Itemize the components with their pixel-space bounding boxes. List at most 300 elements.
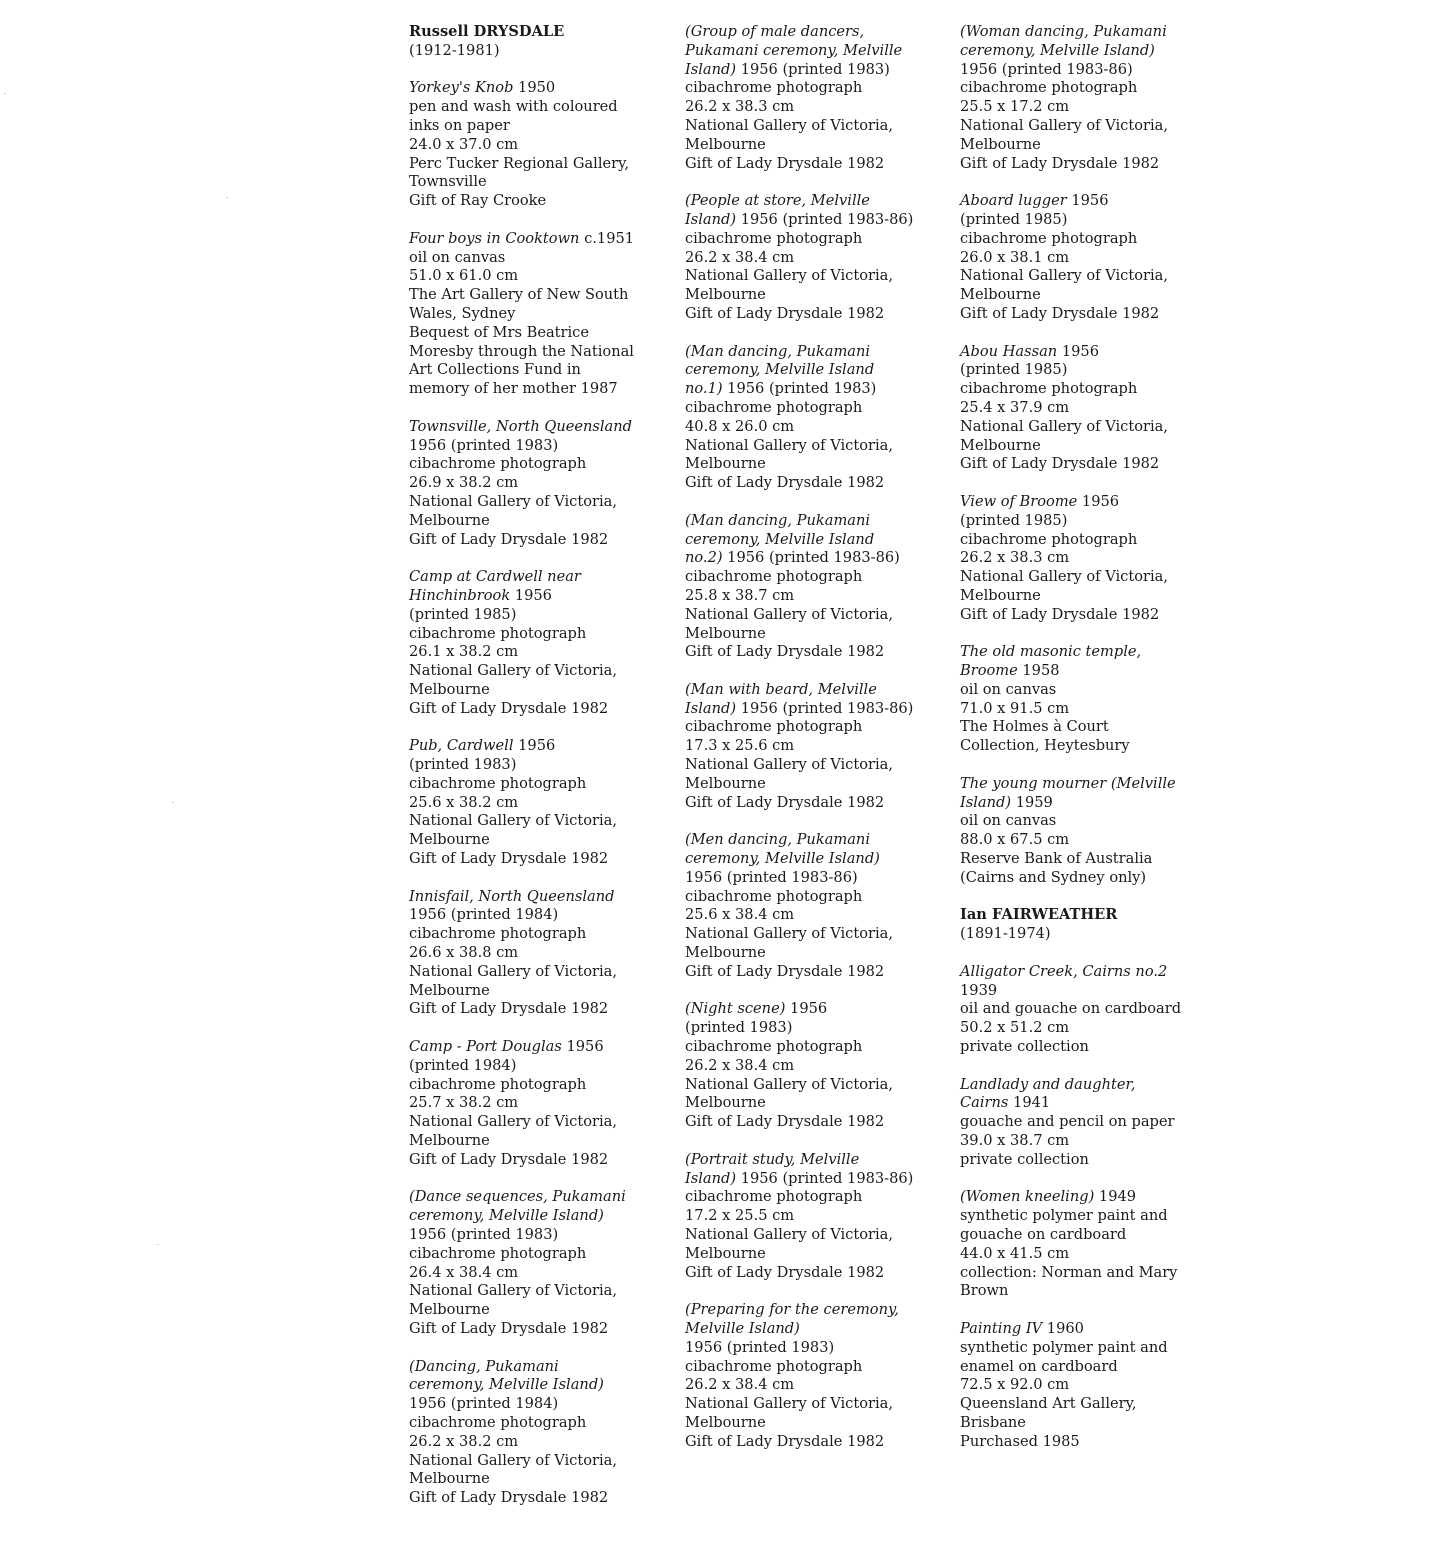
artwork-detail: cibachrome photograph (409, 1413, 587, 1431)
artwork-detail: Melbourne (685, 1413, 766, 1431)
artwork-detail: 40.8 x 26.0 cm (685, 417, 795, 435)
artwork-date: 1956 (1066, 192, 1109, 210)
catalogue-column-3 (960, 23, 1220, 1470)
artwork-entry (685, 23, 945, 173)
artwork-detail: Melbourne (685, 944, 766, 962)
scan-speck (4, 93, 6, 94)
artwork-title: ceremony, Melville Island (685, 530, 875, 548)
artwork-detail: cibachrome photograph (409, 624, 587, 642)
artwork-detail: 17.3 x 25.6 cm (685, 737, 795, 755)
artwork-title-line (409, 79, 669, 98)
artwork-title-line (960, 775, 1220, 794)
artwork-detail: Melbourne (960, 436, 1041, 454)
artwork-detail: 72.5 x 92.0 cm (960, 1376, 1070, 1394)
scan-speck (172, 802, 174, 803)
artwork-detail: Gift of Lady Drysdale 1982 (409, 1319, 609, 1337)
artwork-date: 1949 (1094, 1188, 1137, 1206)
artwork-detail: Reserve Bank of Australia (960, 850, 1153, 868)
artwork-title: (Group of male dancers, (685, 23, 865, 40)
artwork-detail: Melbourne (409, 981, 490, 999)
artwork-title-line (685, 549, 945, 568)
artwork-detail: National Gallery of Victoria, (960, 568, 1168, 586)
artwork-title: Hinchinbrook (409, 586, 511, 604)
artwork-detail: Gift of Lady Drysdale 1982 (960, 304, 1160, 322)
artwork-detail: Melbourne (409, 1470, 490, 1488)
artwork-title-line (685, 192, 945, 211)
artwork-title-line (409, 1188, 669, 1207)
artwork-detail: The Holmes à Court (960, 718, 1109, 736)
artwork-detail: Gift of Lady Drysdale 1982 (960, 605, 1160, 623)
artwork-detail: Perc Tucker Regional Gallery, (409, 154, 630, 172)
artwork-title: Camp at Cardwell near (409, 568, 581, 586)
artwork-title: ceremony, Melville Island) (685, 850, 880, 868)
artwork-date: 1956 (printed 1983) (736, 60, 890, 78)
artwork-title-line (409, 418, 669, 437)
artwork-detail: 1956 (printed 1984) (409, 906, 559, 924)
artwork-detail: Brisbane (960, 1413, 1026, 1431)
artwork-title-line (685, 1000, 945, 1019)
artwork-detail: 1939 (960, 981, 998, 999)
artwork-detail: (printed 1983) (409, 756, 517, 774)
artwork-detail: cibachrome photograph (685, 398, 863, 416)
artwork-title: Innisfail, North Queensland (409, 887, 615, 905)
artwork-detail: National Gallery of Victoria, (685, 925, 893, 943)
artwork-entry (685, 192, 945, 324)
artwork-detail: 50.2 x 51.2 cm (960, 1019, 1070, 1037)
artwork-detail: 24.0 x 37.0 cm (409, 135, 519, 153)
artwork-detail: gouache on cardboard (960, 1226, 1127, 1243)
artwork-title-line (960, 1188, 1220, 1207)
artwork-title-line (685, 831, 945, 850)
artwork-entry (409, 1188, 669, 1338)
artist-dates: (1912-1981) (409, 41, 500, 59)
artwork-title: Island) (685, 210, 737, 228)
artwork-detail: 26.2 x 38.4 cm (685, 248, 795, 266)
artwork-detail: 26.0 x 38.1 cm (960, 248, 1070, 266)
artwork-detail: National Gallery of Victoria, (960, 267, 1168, 285)
artwork-detail: private collection (960, 1150, 1089, 1168)
artist-surname: DRYSDALE (473, 23, 565, 40)
artwork-detail: 25.8 x 38.7 cm (685, 586, 795, 604)
artwork-detail: 26.2 x 38.3 cm (685, 98, 795, 116)
artwork-title-line (960, 794, 1220, 813)
artwork-detail: National Gallery of Victoria, (409, 662, 617, 680)
artwork-detail: collection: Norman and Mary (960, 1263, 1178, 1281)
artwork-detail: cibachrome photograph (685, 79, 863, 97)
artwork-detail: cibachrome photograph (960, 229, 1138, 247)
artwork-detail: cibachrome photograph (409, 1075, 587, 1093)
artwork-entry (685, 1000, 945, 1132)
artwork-detail: National Gallery of Victoria, (409, 812, 617, 830)
artwork-detail: Melbourne (409, 1132, 490, 1150)
artist-heading (409, 23, 669, 61)
artwork-detail: cibachrome photograph (685, 568, 863, 586)
artwork-detail: Gift of Lady Drysdale 1982 (685, 154, 885, 172)
artwork-detail: Moresby through the National (409, 342, 634, 360)
artwork-detail: Gift of Lady Drysdale 1982 (409, 530, 609, 548)
artwork-detail: cibachrome photograph (685, 1038, 863, 1056)
artwork-detail: Gift of Lady Drysdale 1982 (685, 643, 885, 661)
artwork-title-line (960, 643, 1220, 662)
artwork-title: Cairns (960, 1094, 1009, 1112)
artwork-title: Townsville, North Queensland (409, 417, 632, 435)
artwork-title: Island) (685, 699, 737, 717)
artwork-title: Aboard lugger (960, 192, 1067, 210)
artwork-title: (Men dancing, Pukamani (685, 831, 870, 849)
artwork-detail: Melbourne (685, 135, 766, 153)
artwork-detail: 26.4 x 38.4 cm (409, 1263, 519, 1281)
artwork-detail: oil on canvas (409, 248, 506, 266)
artwork-detail: cibachrome photograph (409, 455, 587, 473)
artwork-entry (960, 1076, 1220, 1170)
artwork-title: Broome (960, 662, 1018, 680)
artwork-title: Alligator Creek, Cairns no.2 (960, 962, 1168, 980)
artwork-detail: cibachrome photograph (685, 229, 863, 247)
artwork-detail: 88.0 x 67.5 cm (960, 831, 1070, 849)
artwork-detail: National Gallery of Victoria, (685, 1075, 893, 1093)
artist-first-name: Ian (960, 906, 987, 924)
artwork-detail: (printed 1985) (409, 605, 517, 623)
artwork-detail: Gift of Ray Crooke (409, 192, 547, 210)
artwork-detail: The Art Gallery of New South (409, 286, 629, 304)
artwork-detail: pen and wash with coloured (409, 98, 618, 116)
artwork-detail: Gift of Lady Drysdale 1982 (409, 1489, 609, 1507)
artwork-detail: National Gallery of Victoria, (409, 492, 617, 510)
artwork-detail: Melbourne (685, 624, 766, 642)
artwork-title-line (409, 1358, 669, 1377)
artwork-detail: 26.2 x 38.4 cm (685, 1376, 795, 1394)
artwork-title: no.2) (685, 549, 723, 567)
artist-surname: FAIRWEATHER (992, 906, 1118, 924)
artwork-title-line (960, 23, 1220, 42)
artwork-detail: Art Collections Fund in (409, 361, 581, 379)
artwork-detail: cibachrome photograph (960, 530, 1138, 548)
artwork-date: 1960 (1042, 1319, 1084, 1337)
artwork-date: c.1951 (579, 229, 635, 247)
artwork-title-line (685, 23, 945, 42)
artwork-title: The young mourner (Melville (960, 774, 1176, 792)
artwork-title-line (685, 531, 945, 550)
artwork-entry (685, 1301, 945, 1451)
artwork-detail: Melbourne (960, 135, 1041, 153)
artwork-detail: Gift of Lady Drysdale 1982 (685, 1263, 885, 1281)
artwork-title: (Man with beard, Melville (685, 680, 877, 698)
artwork-title-line (685, 211, 945, 230)
artwork-detail: National Gallery of Victoria, (685, 1395, 893, 1413)
artwork-title: Island) (960, 793, 1012, 811)
artwork-detail: Gift of Lady Drysdale 1982 (960, 455, 1160, 473)
artwork-title-line (409, 568, 669, 587)
artwork-detail: Gift of Lady Drysdale 1982 (409, 699, 609, 717)
artwork-entry (685, 512, 945, 662)
artwork-detail: National Gallery of Victoria, (409, 1451, 617, 1469)
artwork-title: Four boys in Cooktown (409, 229, 580, 247)
artwork-date: 1956 (printed 1983-86) (722, 549, 900, 567)
artwork-entry (409, 230, 669, 399)
artwork-title: Landlady and daughter, (960, 1075, 1136, 1093)
artwork-detail: gouache and pencil on paper (960, 1113, 1175, 1131)
artwork-detail: Purchased 1985 (960, 1432, 1080, 1450)
artwork-detail: Gift of Lady Drysdale 1982 (685, 304, 885, 322)
artwork-detail: cibachrome photograph (685, 1357, 863, 1375)
artwork-detail: Melbourne (685, 286, 766, 304)
scan-speck (226, 197, 228, 198)
artwork-detail: Gift of Lady Drysdale 1982 (685, 1113, 885, 1131)
artwork-title-line (960, 1320, 1220, 1339)
artwork-detail: National Gallery of Victoria, (960, 116, 1168, 134)
artwork-detail: 26.2 x 38.2 cm (409, 1432, 519, 1450)
artwork-date: 1958 (1017, 662, 1060, 680)
artwork-date: 1956 (1077, 492, 1120, 510)
artwork-title-line (409, 587, 669, 606)
artwork-detail: Melbourne (409, 831, 490, 849)
artwork-detail: private collection (960, 1038, 1089, 1056)
artwork-title: Pub, Cardwell (409, 737, 514, 755)
artwork-title-line (685, 343, 945, 362)
artwork-detail: cibachrome photograph (409, 1244, 587, 1262)
artwork-title-line (960, 963, 1220, 982)
scan-speck (157, 1244, 159, 1245)
artwork-title: Island) (685, 1169, 737, 1187)
artwork-title-line (685, 512, 945, 531)
artwork-detail: 25.7 x 38.2 cm (409, 1094, 519, 1112)
artwork-entry (409, 1358, 669, 1508)
artwork-date: 1959 (1011, 793, 1053, 811)
artwork-detail: National Gallery of Victoria, (960, 417, 1168, 435)
artwork-detail: oil on canvas (960, 680, 1057, 698)
artwork-entry (685, 343, 945, 493)
artwork-detail: Melbourne (409, 680, 490, 698)
artwork-detail: cibachrome photograph (685, 887, 863, 905)
artwork-detail: National Gallery of Victoria, (685, 436, 893, 454)
artwork-detail: 39.0 x 38.7 cm (960, 1132, 1070, 1150)
artwork-title-line (960, 1094, 1220, 1113)
artwork-date: 1956 (1057, 342, 1099, 360)
artwork-detail: Gift of Lady Drysdale 1982 (960, 154, 1160, 172)
artwork-detail: synthetic polymer paint and (960, 1207, 1168, 1225)
artwork-detail: 1956 (printed 1983) (685, 1338, 835, 1356)
artwork-title-line (409, 1376, 669, 1395)
artwork-title-line (409, 737, 669, 756)
artwork-entry (409, 888, 669, 1020)
artwork-title: (Man dancing, Pukamani (685, 511, 871, 529)
artwork-detail: National Gallery of Victoria, (685, 605, 893, 623)
artwork-date: 1956 (561, 1038, 604, 1056)
artwork-entry (960, 1188, 1220, 1301)
artwork-title-line (685, 850, 945, 869)
artist-name (409, 23, 669, 42)
artwork-title: (Night scene) (685, 1000, 786, 1018)
artwork-detail: Townsville (409, 173, 487, 191)
artwork-title: (Man dancing, Pukamani (685, 342, 871, 360)
artwork-date: 1956 (printed 1983) (722, 380, 877, 398)
artwork-detail: National Gallery of Victoria, (685, 116, 893, 134)
artwork-entry (409, 418, 669, 550)
artwork-detail: Bequest of Mrs Beatrice (409, 323, 589, 341)
artwork-title: Camp - Port Douglas (409, 1038, 562, 1056)
artwork-title-line (685, 681, 945, 700)
artwork-detail: inks on paper (409, 116, 510, 134)
artwork-detail: cibachrome photograph (685, 1188, 863, 1206)
artwork-detail: Melbourne (685, 774, 766, 792)
artwork-entry (409, 737, 669, 869)
artwork-title-line (685, 361, 945, 380)
artwork-title-line (685, 61, 945, 80)
artwork-title-line (685, 1301, 945, 1320)
artwork-entry (960, 343, 1220, 475)
artwork-title: View of Broome (960, 492, 1078, 510)
artwork-entry (409, 568, 669, 718)
artwork-detail: National Gallery of Victoria, (409, 1282, 617, 1300)
artwork-detail: 1956 (printed 1983-86) (685, 868, 858, 886)
artwork-detail: Gift of Lady Drysdale 1982 (409, 1000, 609, 1018)
artwork-detail: (Cairns and Sydney only) (960, 868, 1147, 886)
artwork-entry (685, 831, 945, 981)
artwork-title: (Dancing, Pukamani (409, 1357, 559, 1375)
catalogue-column-2 (685, 23, 945, 1470)
artwork-title: (Preparing for the ceremony, (685, 1301, 899, 1319)
artwork-title: (Woman dancing, Pukamani (960, 23, 1167, 40)
artwork-detail: Melbourne (409, 511, 490, 529)
artwork-detail: Melbourne (409, 1301, 490, 1319)
artwork-title: (Women kneeling) (960, 1188, 1095, 1206)
artwork-date: 1956 (513, 737, 556, 755)
artwork-entry (685, 1151, 945, 1283)
artwork-detail: 1956 (printed 1983-86) (960, 60, 1133, 78)
artwork-title-line (685, 42, 945, 61)
artwork-date: 1950 (513, 79, 556, 97)
artwork-detail: 26.2 x 38.3 cm (960, 549, 1070, 567)
artwork-detail: memory of her mother 1987 (409, 380, 618, 398)
artwork-detail: synthetic polymer paint and (960, 1338, 1168, 1356)
artwork-detail: cibachrome photograph (960, 380, 1138, 398)
artwork-title-line (960, 493, 1220, 512)
artwork-detail: National Gallery of Victoria, (685, 756, 893, 774)
artwork-title: ceremony, Melville Island (685, 361, 875, 379)
artwork-title: Pukamani ceremony, Melville (685, 41, 903, 59)
artwork-entry (960, 23, 1220, 173)
artwork-detail: 1956 (printed 1983) (409, 436, 559, 454)
artwork-detail: 17.2 x 25.5 cm (685, 1207, 795, 1225)
artwork-title: Island) (685, 60, 737, 78)
artwork-title-line (960, 662, 1220, 681)
artwork-title-line (685, 1151, 945, 1170)
artwork-detail: Gift of Lady Drysdale 1982 (409, 850, 609, 868)
artwork-entry (960, 775, 1220, 888)
artwork-detail: Melbourne (685, 455, 766, 473)
artwork-detail: Gift of Lady Drysdale 1982 (685, 962, 885, 980)
artwork-detail: National Gallery of Victoria, (409, 962, 617, 980)
artwork-detail: (printed 1985) (960, 511, 1068, 529)
artwork-detail: 71.0 x 91.5 cm (960, 699, 1070, 717)
artwork-title: ceremony, Melville Island) (409, 1207, 604, 1225)
artwork-title-line (685, 380, 945, 399)
artwork-detail: cibachrome photograph (685, 718, 863, 736)
artwork-title-line (409, 1038, 669, 1057)
artwork-detail: (printed 1983) (685, 1019, 793, 1037)
artwork-detail: 44.0 x 41.5 cm (960, 1244, 1070, 1262)
artwork-date: 1956 (printed 1983-86) (736, 1169, 914, 1187)
artwork-detail: 25.4 x 37.9 cm (960, 398, 1070, 416)
artwork-title-line (685, 1170, 945, 1189)
artwork-detail: Gift of Lady Drysdale 1982 (409, 1150, 609, 1168)
artwork-title: (Dance sequences, Pukamani (409, 1188, 626, 1206)
artwork-detail: (printed 1984) (409, 1056, 517, 1074)
artwork-detail: 51.0 x 61.0 cm (409, 267, 519, 285)
artwork-entry (685, 681, 945, 813)
artwork-detail: Melbourne (960, 286, 1041, 304)
artwork-title: (People at store, Melville (685, 192, 870, 210)
artwork-date: 1956 (510, 586, 552, 604)
artwork-date: 1956 (printed 1983-86) (736, 210, 914, 228)
artwork-entry (960, 963, 1220, 1057)
artwork-title: ceremony, Melville Island) (960, 41, 1155, 59)
artwork-detail: 26.1 x 38.2 cm (409, 643, 519, 661)
artwork-title-line (685, 1320, 945, 1339)
artwork-date: 1941 (1008, 1094, 1051, 1112)
artwork-detail: 25.5 x 17.2 cm (960, 98, 1070, 116)
artwork-detail: Melbourne (685, 1094, 766, 1112)
artwork-detail: Melbourne (960, 586, 1041, 604)
artwork-detail: (printed 1985) (960, 210, 1068, 228)
artwork-title-line (960, 1076, 1220, 1095)
artwork-detail: 25.6 x 38.2 cm (409, 793, 519, 811)
artwork-detail: Gift of Lady Drysdale 1982 (685, 474, 885, 492)
artwork-detail: Collection, Heytesbury (960, 737, 1130, 755)
artwork-detail: 1956 (printed 1983) (409, 1226, 559, 1243)
artist-heading (960, 906, 1220, 944)
artwork-title: ceremony, Melville Island) (409, 1376, 604, 1394)
artwork-title: The old masonic temple, (960, 643, 1142, 661)
artist-first-name: Russell (409, 23, 469, 40)
artwork-detail: (printed 1985) (960, 361, 1068, 379)
artwork-entry (409, 1038, 669, 1170)
artwork-detail: oil on canvas (960, 812, 1057, 830)
artwork-detail: Gift of Lady Drysdale 1982 (685, 793, 885, 811)
artwork-detail: enamel on cardboard (960, 1357, 1118, 1375)
artwork-title-line (960, 42, 1220, 61)
artwork-detail: National Gallery of Victoria, (685, 1226, 893, 1243)
artwork-detail: 25.6 x 38.4 cm (685, 906, 795, 924)
artwork-title: Painting IV (960, 1319, 1043, 1337)
artwork-title: (Portrait study, Melville (685, 1150, 860, 1168)
artwork-detail: cibachrome photograph (409, 774, 587, 792)
artwork-entry (960, 493, 1220, 625)
artwork-title: Yorkey's Knob (409, 79, 514, 97)
artwork-title-line (409, 888, 669, 907)
artwork-detail: Brown (960, 1282, 1009, 1300)
artwork-date: 1956 (printed 1983-86) (736, 699, 914, 717)
artwork-title: no.1) (685, 380, 723, 398)
artist-dates: (1891-1974) (960, 925, 1051, 943)
artwork-entry (960, 1320, 1220, 1452)
artist-name (960, 906, 1220, 925)
artwork-detail: 26.2 x 38.4 cm (685, 1056, 795, 1074)
artwork-detail: cibachrome photograph (409, 925, 587, 943)
artwork-detail: National Gallery of Victoria, (685, 267, 893, 285)
artwork-detail: Gift of Lady Drysdale 1982 (685, 1432, 885, 1450)
artwork-detail: cibachrome photograph (960, 79, 1138, 97)
artwork-detail: National Gallery of Victoria, (409, 1113, 617, 1131)
artwork-title-line (960, 192, 1220, 211)
artwork-title: Melville Island) (685, 1319, 800, 1337)
artwork-title-line (960, 343, 1220, 362)
catalogue-column-1 (409, 23, 669, 1527)
artwork-detail: 26.6 x 38.8 cm (409, 944, 519, 962)
artwork-detail: 1956 (printed 1984) (409, 1395, 559, 1413)
artwork-entry (960, 643, 1220, 756)
artwork-detail: 26.9 x 38.2 cm (409, 474, 519, 492)
